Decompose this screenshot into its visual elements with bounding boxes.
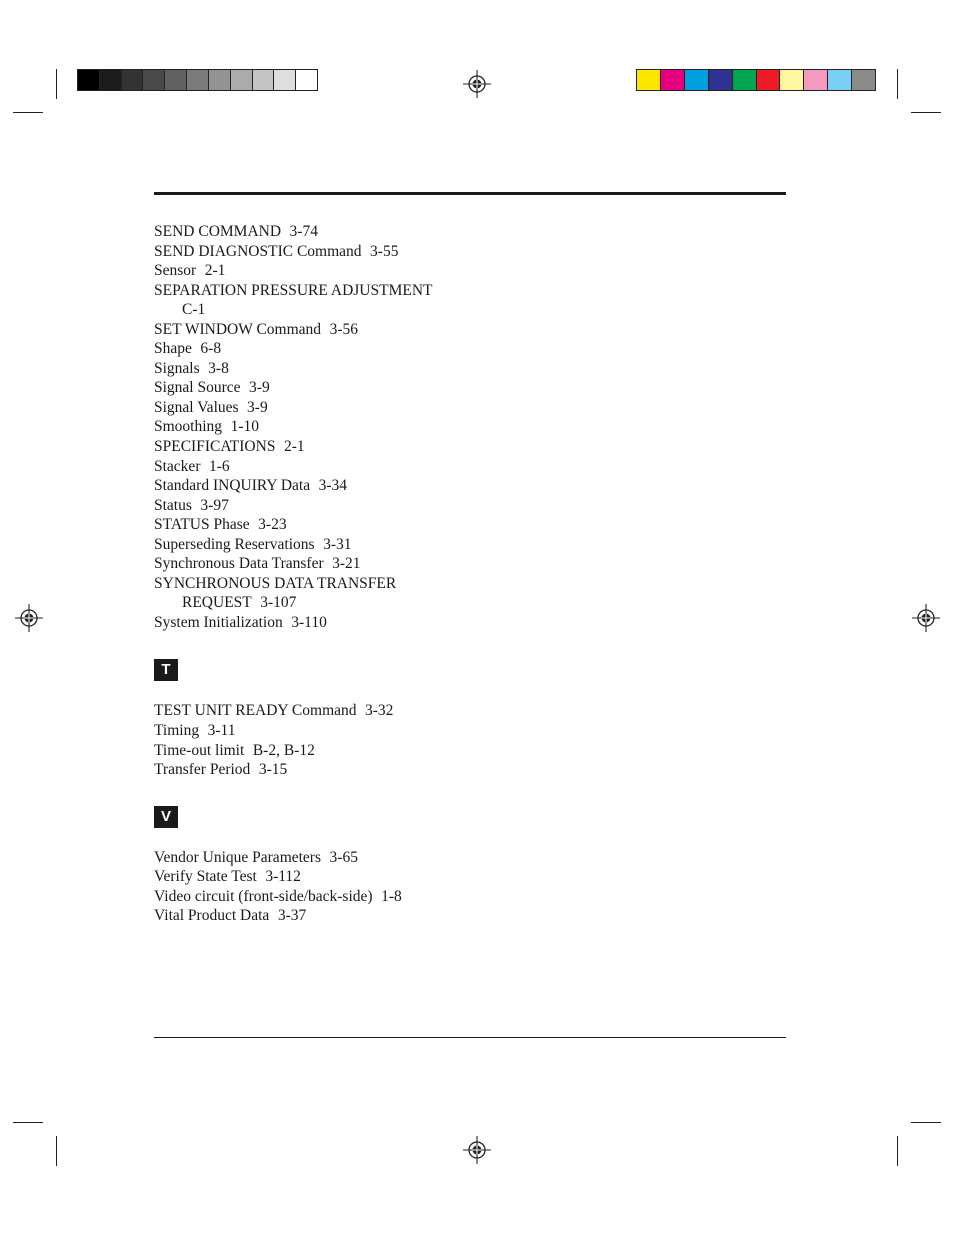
index-term: Signal Values xyxy=(154,398,239,416)
index-entry xyxy=(154,320,794,340)
color-swatch xyxy=(828,70,852,90)
index-page-ref[interactable]: 3-15 xyxy=(258,761,288,779)
registration-mark-icon xyxy=(912,604,940,632)
color-swatch xyxy=(780,70,804,90)
index-term: Sensor xyxy=(154,262,197,280)
index-entry xyxy=(154,339,794,359)
color-swatch xyxy=(733,70,757,90)
crop-mark xyxy=(56,1136,57,1166)
index-page-ref[interactable]: 3-32 xyxy=(365,702,394,720)
index-term: Synchronous Data Transfer xyxy=(154,555,324,573)
index-page-ref[interactable]: 3-21 xyxy=(332,555,361,573)
index-page-ref[interactable]: 3-97 xyxy=(200,496,229,514)
color-swatch xyxy=(685,70,709,90)
index-entry xyxy=(154,741,794,761)
index-page-ref[interactable]: 3-23 xyxy=(258,516,287,534)
registration-mark-icon xyxy=(15,604,43,632)
index-page-ref[interactable]: 3-8 xyxy=(208,359,229,377)
index-term: REQUEST xyxy=(182,594,252,612)
color-swatch xyxy=(757,70,781,90)
index-page-ref[interactable]: 2-1 xyxy=(204,262,226,280)
index-page-ref[interactable]: 3-11 xyxy=(207,722,236,740)
index-page-ref[interactable]: 3-110 xyxy=(291,613,327,631)
index-page-ref[interactable]: 3-65 xyxy=(329,848,358,866)
index-term: Signal Source xyxy=(154,379,241,397)
index-entry xyxy=(154,261,794,281)
index-entry xyxy=(154,848,794,868)
index-term: TEST UNIT READY Command xyxy=(154,702,357,720)
index-term: STATUS Phase xyxy=(154,516,250,534)
index-page-ref[interactable]: B-2, B-12 xyxy=(252,741,315,759)
index-term: Time-out limit xyxy=(154,741,245,759)
index-page-ref[interactable]: 2-1 xyxy=(283,438,305,456)
color-swatch xyxy=(274,70,296,90)
letter-heading-t: T xyxy=(154,659,178,681)
index-term: System Initialization xyxy=(154,613,283,631)
index-page-ref[interactable]: 3-34 xyxy=(318,477,348,495)
index-entry xyxy=(154,359,794,379)
index-entry xyxy=(154,496,794,516)
index-page-ref[interactable]: 1-8 xyxy=(381,887,402,905)
color-swatch xyxy=(637,70,661,90)
index-term: SET WINDOW Command xyxy=(154,320,322,338)
index-entry xyxy=(154,701,794,721)
index-term: Verify State Test xyxy=(154,868,257,886)
index-page-ref[interactable]: 3-107 xyxy=(260,594,297,612)
color-swatch xyxy=(100,70,122,90)
index-page-ref[interactable]: 3-9 xyxy=(249,379,270,397)
color-swatch xyxy=(661,70,685,90)
color-swatch xyxy=(804,70,828,90)
index-entry xyxy=(154,300,794,320)
registration-mark-icon xyxy=(463,70,491,98)
index-page-ref[interactable]: 3-9 xyxy=(247,398,268,416)
index-entry xyxy=(154,760,794,780)
index-entry xyxy=(154,867,794,887)
color-swatch xyxy=(143,70,165,90)
index-entry xyxy=(154,574,794,594)
index-term: SPECIFICATIONS xyxy=(154,438,276,456)
index-term: Vital Product Data xyxy=(154,907,270,925)
index-page-ref[interactable]: 3-37 xyxy=(277,907,307,925)
index-page-ref[interactable]: 3-31 xyxy=(323,535,352,553)
index-term: Timing xyxy=(154,722,200,740)
registration-mark-icon xyxy=(463,1136,491,1164)
crop-mark xyxy=(911,112,941,113)
index-term: Transfer Period xyxy=(154,761,251,779)
index-term: Video circuit (front-side/back-side) xyxy=(154,887,373,905)
index-term: SEND DIAGNOSTIC Command xyxy=(154,242,362,260)
index-page-ref[interactable]: 3-55 xyxy=(370,242,399,260)
crop-mark xyxy=(897,69,898,99)
index-entry xyxy=(154,476,794,496)
index-page-ref[interactable]: 1-6 xyxy=(209,457,230,475)
index-term: SYNCHRONOUS DATA TRANSFER xyxy=(154,574,397,592)
index-entry xyxy=(154,721,794,741)
index-list xyxy=(154,222,794,926)
index-page-ref[interactable]: 1-10 xyxy=(230,418,259,436)
index-page-ref[interactable]: 6-8 xyxy=(200,340,222,358)
color-swatch xyxy=(296,70,317,90)
index-entry xyxy=(154,417,794,437)
index-entry xyxy=(154,222,794,242)
index-page-ref[interactable]: 3-74 xyxy=(289,223,318,240)
index-entry xyxy=(154,554,794,574)
index-page-ref[interactable]: 3-112 xyxy=(265,868,301,886)
index-entry xyxy=(154,378,794,398)
crop-mark xyxy=(13,112,43,113)
letter-heading-v: V xyxy=(154,806,178,828)
index-entry xyxy=(154,593,794,613)
crop-mark xyxy=(897,1136,898,1166)
index-page-ref[interactable]: C-1 xyxy=(182,301,206,319)
color-swatch xyxy=(122,70,144,90)
index-page-ref[interactable]: 3-56 xyxy=(329,320,358,338)
index-term: Signals xyxy=(154,359,200,377)
index-entry xyxy=(154,437,794,457)
index-entry xyxy=(154,242,794,262)
crop-mark xyxy=(56,69,57,99)
index-term: Status xyxy=(154,496,192,514)
index-entry xyxy=(154,906,794,926)
index-entry xyxy=(154,281,794,301)
index-section-s xyxy=(154,222,794,632)
color-swatch xyxy=(231,70,253,90)
index-entry xyxy=(154,457,794,477)
index-term: Smoothing xyxy=(154,418,223,436)
color-swatch xyxy=(852,70,875,90)
crop-mark xyxy=(13,1122,43,1123)
index-term: Stacker xyxy=(154,457,201,475)
index-entry xyxy=(154,535,794,555)
footer-rule xyxy=(154,1037,786,1038)
color-swatch xyxy=(165,70,187,90)
index-term: Vendor Unique Parameters xyxy=(154,848,322,866)
color-calibration-bar xyxy=(636,69,876,91)
color-swatch xyxy=(253,70,275,90)
gray-calibration-bar xyxy=(77,69,318,91)
index-term: SEND COMMAND xyxy=(154,223,282,240)
index-entry xyxy=(154,515,794,535)
index-term: SEPARATION PRESSURE ADJUSTMENT xyxy=(154,281,433,299)
header-rule xyxy=(154,192,786,195)
color-swatch xyxy=(78,70,100,90)
index-term: Superseding Reservations xyxy=(154,535,315,553)
index-term: Shape xyxy=(154,340,192,358)
index-section-t xyxy=(154,701,794,779)
index-entry xyxy=(154,613,794,633)
index-section-v xyxy=(154,848,794,926)
color-swatch xyxy=(709,70,733,90)
crop-mark xyxy=(911,1122,941,1123)
index-entry xyxy=(154,398,794,418)
index-entry xyxy=(154,887,794,907)
index-term: Standard INQUIRY Data xyxy=(154,477,311,495)
color-swatch xyxy=(187,70,209,90)
color-swatch xyxy=(209,70,231,90)
